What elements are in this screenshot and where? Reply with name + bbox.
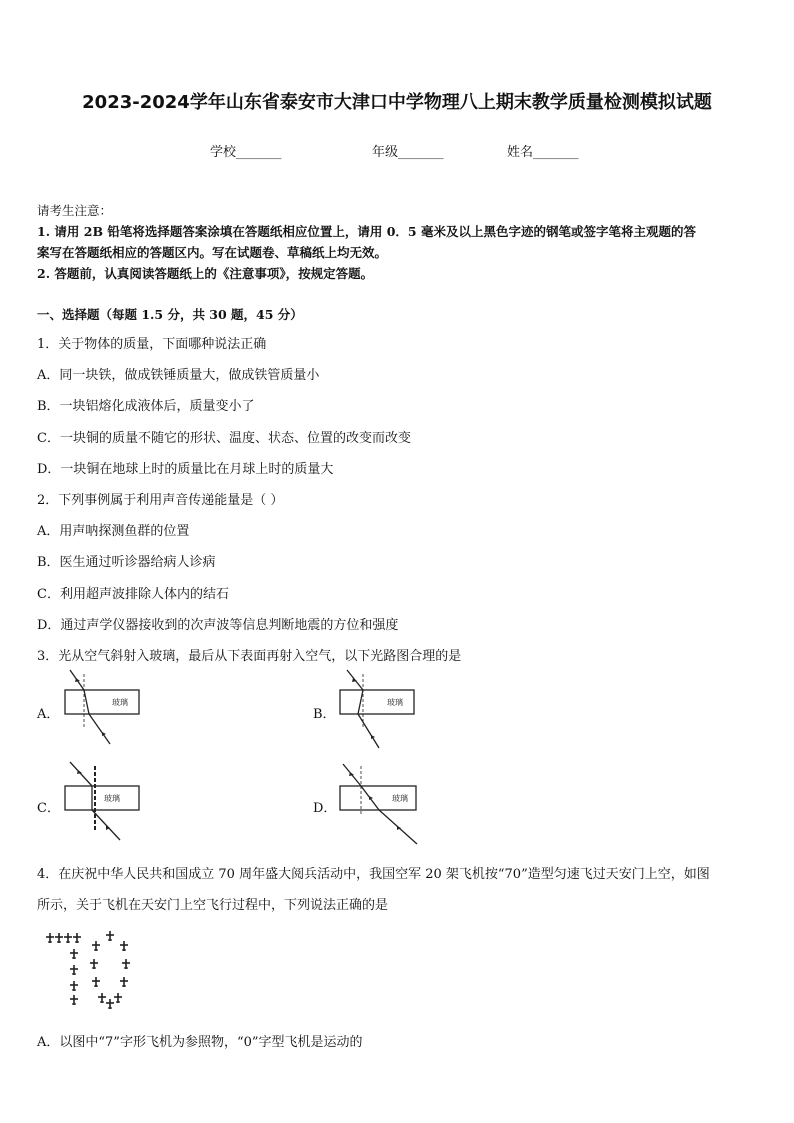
airplane-icon	[70, 949, 78, 959]
section-heading: 一、选择题（每题 1.5 分，共 30 题，45 分）	[37, 307, 303, 322]
glass-label: 玻璃	[112, 698, 128, 707]
svg-text:玻璃: 玻璃	[392, 794, 408, 803]
q4-stem-line-2: 所示，关于飞机在天安门上空飞行过程中，下列说法正确的是	[37, 898, 389, 913]
notice-item-2: 2. 答题前，认真阅读答题纸上的《注意事项》，按规定答题。	[37, 266, 374, 281]
q2-option-d: D．通过声学仪器接收到的次声波等信息判断地震的方位和强度	[37, 618, 399, 633]
airplane-icon	[106, 931, 114, 941]
q1-option-a: A．同一块铁，做成铁锤质量大，做成铁管质量小	[37, 368, 320, 383]
airplane-icon	[70, 965, 78, 975]
airplane-icon	[92, 941, 100, 951]
page-title: 2023-2024学年山东省泰安市大津口中学物理八上期末教学质量检测模拟试题	[82, 92, 712, 113]
airplane-icon	[70, 981, 78, 991]
airplane-icon	[92, 977, 100, 987]
q2-option-b: B．医生通过听诊器给病人诊病	[37, 555, 216, 570]
q1-option-d: D．一块铜在地球上时的质量比在月球上时的质量大	[37, 462, 334, 477]
airplane-icon	[106, 999, 114, 1009]
airplane-icon	[73, 933, 81, 943]
grade-field: 年级_______	[372, 145, 444, 160]
q2-option-a: A．用声呐探测鱼群的位置	[37, 524, 190, 539]
q3-figure-b	[337, 668, 417, 752]
airplane-icon	[46, 933, 54, 943]
q1-stem: 1．关于物体的质量，下面哪种说法正确	[37, 337, 267, 352]
school-field: 学校_______	[210, 145, 282, 160]
airplane-icon	[55, 933, 63, 943]
q3-option-a-label: A．	[37, 707, 60, 722]
q1-option-b: B．一块铝熔化成液体后，质量变小了	[37, 399, 255, 414]
airplane-icon	[114, 993, 122, 1003]
notice-heading: 请考生注意：	[37, 203, 113, 218]
q3-option-b-label: B．	[313, 707, 336, 722]
svg-text:玻璃: 玻璃	[387, 698, 403, 707]
q3-figure-a	[62, 668, 142, 748]
airplane-icon	[70, 995, 78, 1005]
airplane-icon	[120, 941, 128, 951]
q3-option-c-label: C．	[37, 801, 60, 816]
q3-option-d-label: D．	[313, 801, 337, 816]
airplane-icon	[64, 933, 72, 943]
q4-option-a: A．以图中“7”字形飞机为参照物，“0”字型飞机是运动的	[37, 1035, 363, 1050]
q4-stem-line-1: 4．在庆祝中华人民共和国成立 70 周年盛大阅兵活动中，我国空军 20 架飞机按“70”造型匀速飞过天安门上空，如图	[37, 867, 710, 882]
airplane-icon	[90, 959, 98, 969]
notice-item-1-line-1: 1. 请用 2B 铅笔将选择题答案涂填在答题纸相应位置上，请用 0．5 毫米及以上黑色字迹的钢笔或签字笔将主观题的答	[37, 224, 696, 239]
q4-formation-figure	[44, 928, 140, 1012]
q2-option-c: C．利用超声波排除人体内的结石	[37, 587, 229, 602]
q3-stem: 3．光从空气斜射入玻璃，最后从下表面再射入空气，以下光路图合理的是	[37, 649, 462, 664]
q2-stem: 2．下列事例属于利用声音传递能量是（ ）	[37, 493, 284, 508]
notice-item-1-line-2: 案写在答题纸相应的答题区内。写在试题卷、草稿纸上均无效。	[37, 245, 388, 260]
airplane-icon	[122, 959, 130, 969]
svg-text:玻璃: 玻璃	[104, 794, 120, 803]
airplane-icon	[120, 977, 128, 987]
q3-figure-d	[337, 760, 421, 846]
q3-figure-c	[62, 760, 142, 844]
q1-option-c: C．一块铜的质量不随它的形状、温度、状态、位置的改变而改变	[37, 431, 411, 446]
airplane-icon	[98, 993, 106, 1003]
name-field: 姓名_______	[507, 145, 579, 160]
